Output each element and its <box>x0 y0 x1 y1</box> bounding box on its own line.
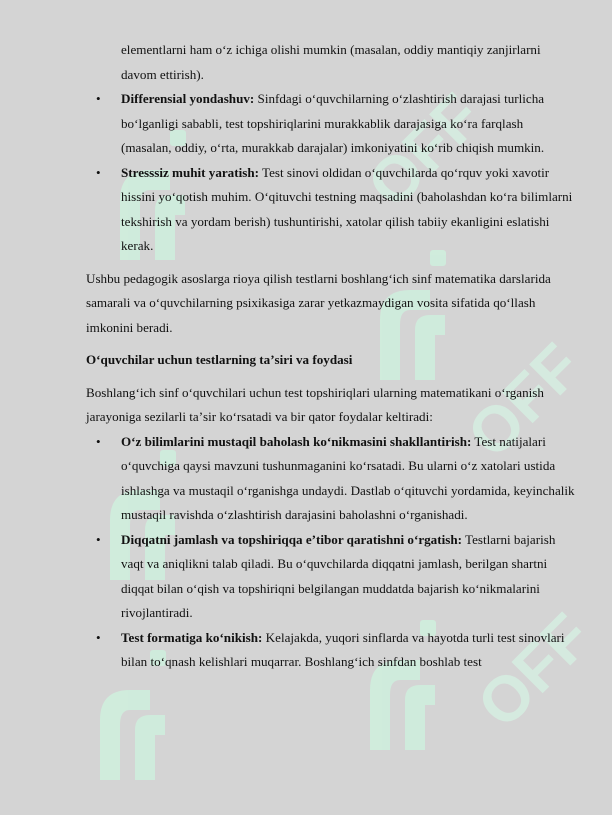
bullet-marker: • <box>96 91 101 106</box>
list-item-term: Oʻz bilimlarini mustaqil baholash koʻnikmasini shakllantirish: <box>121 433 472 449</box>
list-item-text: Test natijalari oʻquvchiga qaysi mavzuni tushunmaganini koʻrsatadi. Bu ularni oʻz xatolari ustida ishlashga va mustaqil oʻrganishga undaydi. Dastlab oʻqituvchi yordamida, keyinchalik mustaqil ravishda oʻzlashtirish darajasini baholashni oʻrganishadi. <box>121 433 575 522</box>
list-item <box>86 626 576 675</box>
section-heading: Oʻquvchilar uchun testlarning taʼsiri va foydasi <box>86 352 353 367</box>
list-item-term: Stresssiz muhit yaratish: <box>121 164 259 180</box>
list-item-text: Test sinovi oldidan oʻquvchilarda qoʻrquv yoki xavotir hissini yoʻqotish muhim. Oʻqituvchi testning maqsadini (baholashdan koʻra bilimlarni tekshirish va yordam berish) tushuntirishi, xatolar qilish tabiiy ekanligini eslatishi kerak. <box>121 164 573 253</box>
list-item-term: Differensial yondashuv: <box>121 91 255 106</box>
list-item-text: Kelajakda, yuqori sinflarda va hayotda turli test sinovlari bilan toʻqnash kelishlari muqarrar. Boshlangʻich sinfdan boshlab test <box>121 629 565 669</box>
continuation-text: elementlarni ham oʻz ichiga olishi mumkin (masalan, oddiy mantiqiy zanjirlarni davom ettirish). <box>121 42 541 82</box>
bullet-marker: • <box>96 629 101 645</box>
svg-text:OFF: OFF <box>453 329 580 470</box>
paragraph: Boshlangʻich sinf oʻquvchilari uchun test topshiriqlari ularning matematikani oʻrganish jarayoniga sezilarli taʼsir koʻrsatadi va bir qator foydalar keltiradi: <box>86 384 544 424</box>
list-item <box>86 430 576 528</box>
svg-text:OFF: OFF <box>463 599 590 740</box>
list-item-term: Test formatiga koʻnikish: <box>121 629 263 645</box>
list-item-text: Sinfdagi oʻquvchilarning oʻzlashtirish darajasi turlicha boʻlganligi sababli, test topshiriqlarini murakkablik darajasiga koʻra farqlash (masalan, oddiy, oʻrta, murakkab darajalar) imkoniyatini koʻrib chiqish mumkin. <box>121 91 545 155</box>
list-item-text: Testlarni bajarish vaqt va aniqlikni talab qiladi. Bu oʻquvchilarda diqqatni jamlash, berilgan shartni diqqat bilan oʻqish va topshiriqni belgilangan muddatda bajarish koʻnikmalarini rivojlantiradi. <box>121 531 556 620</box>
list-item <box>86 528 576 626</box>
svg-text:OFF: OFF <box>353 79 480 220</box>
bullet-marker: • <box>96 531 101 547</box>
bullet-marker: • <box>96 164 101 180</box>
document-body <box>86 38 576 675</box>
bullet-marker: • <box>96 433 101 449</box>
list-item-term: Diqqatni jamlash va topshiriqqa eʼtibor qaratishni oʻrgatish: <box>121 531 462 547</box>
list-item <box>86 87 576 161</box>
paragraph: Ushbu pedagogik asoslarga rioya qilish testlarni boshlangʻich sinf matematika darslarida samarali va oʻquvchilarning psixikasiga zarar yetkazmaydigan vosita sifatida qoʻllash imkonini beradi. <box>86 270 551 335</box>
list-item <box>86 161 576 259</box>
